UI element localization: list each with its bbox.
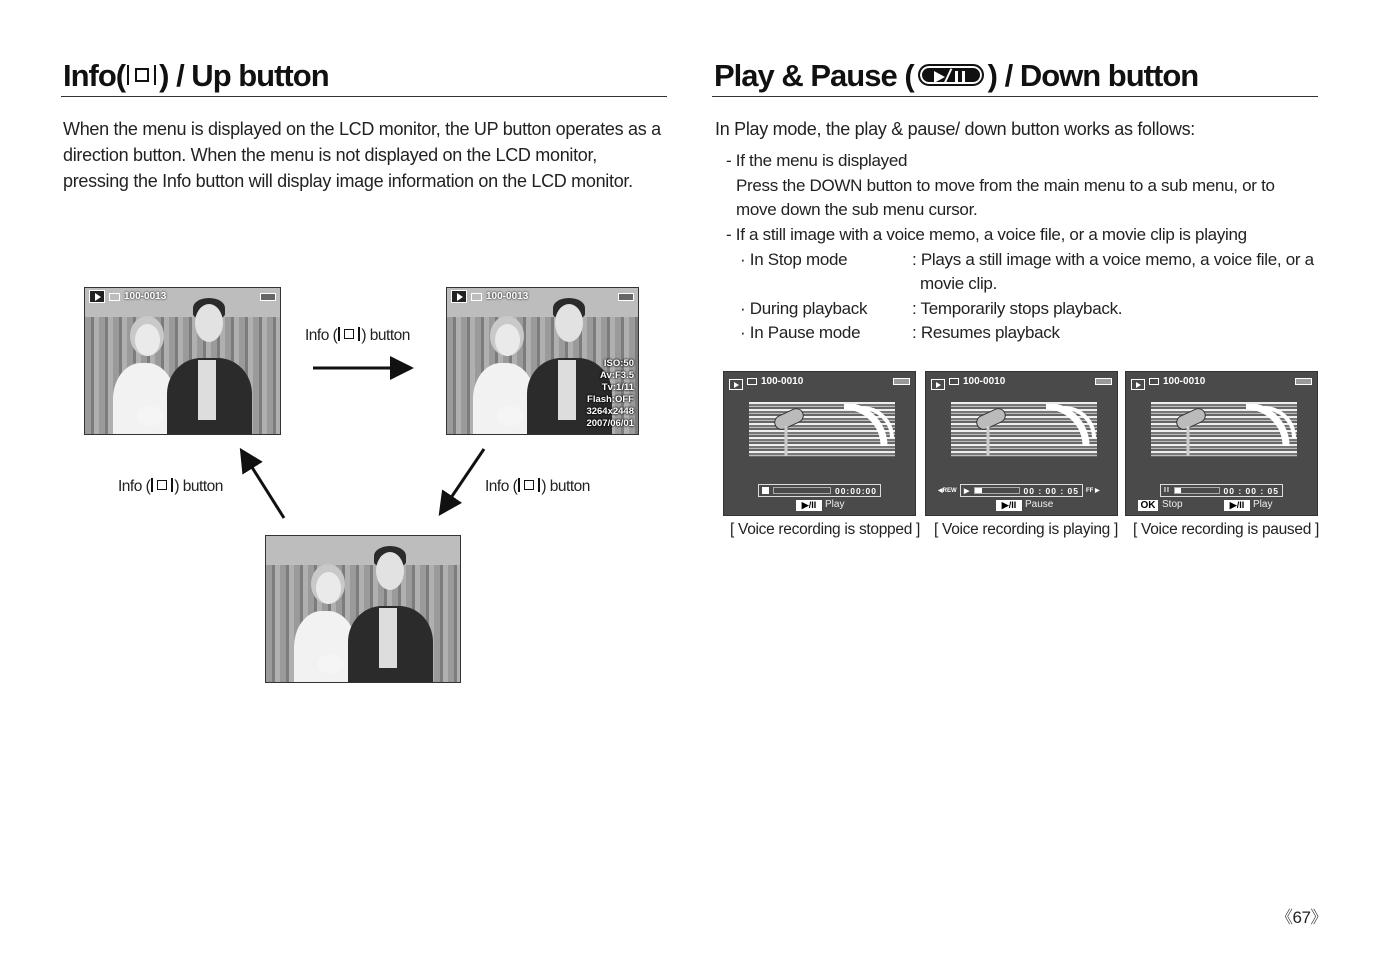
heading-text-post: ) / Down button bbox=[987, 58, 1199, 93]
stop-mode-desc: : Plays a still image with a voice memo, a voice file, or a bbox=[912, 250, 1314, 269]
voice-file-icon bbox=[1149, 378, 1159, 385]
elapsed-time: 00:00:00 bbox=[834, 485, 877, 496]
play-mode-icon bbox=[729, 379, 743, 390]
pause-mode-label: · In Pause mode bbox=[740, 323, 861, 342]
menu-displayed-item: - If the menu is displayed bbox=[726, 151, 908, 170]
flash-value: Flash:OFF bbox=[587, 394, 634, 405]
playback-mode-label: · During playback bbox=[740, 299, 868, 318]
caption-playing: [ Voice recording is playing ] bbox=[934, 521, 1118, 538]
page-number: 《67》 bbox=[1276, 908, 1327, 927]
label-pre: Info ( bbox=[485, 478, 518, 495]
button-hint: Pause bbox=[1025, 499, 1054, 510]
playback-progress-bar bbox=[1160, 484, 1283, 497]
play-pause-button-icon: ▶/II bbox=[796, 500, 822, 511]
heading-text-pre: Play & Pause ( bbox=[714, 58, 914, 93]
ok-button-icon: OK bbox=[1138, 500, 1158, 511]
battery-icon bbox=[893, 378, 910, 385]
rewind-label: ◀REW bbox=[938, 488, 957, 494]
stop-mode-desc-2: movie clip. bbox=[920, 274, 998, 293]
resolution-value: 3264x2448 bbox=[586, 406, 634, 417]
caption-paused: [ Voice recording is paused ] bbox=[1133, 521, 1320, 538]
playback-progress-bar bbox=[960, 484, 1083, 497]
elapsed-time: 00 : 00 : 05 bbox=[1023, 485, 1079, 496]
play-mode-icon bbox=[1131, 379, 1145, 390]
file-number: 100-0010 bbox=[761, 375, 804, 387]
heading-text-pre: Info( bbox=[63, 58, 126, 93]
microphone-icon bbox=[1166, 404, 1306, 464]
playing-icon: ▶ bbox=[964, 487, 971, 495]
voice-screen-paused bbox=[1125, 371, 1318, 516]
info-description: When the menu is displayed on the LCD monitor, the UP button operates as a direction button. When the menu is not displayed on the LCD monitor, pressing the Info button will display image information on the LCD monitor. bbox=[63, 119, 661, 191]
shutter-value: Tv:1/11 bbox=[601, 382, 634, 393]
stop-mode-label: · In Stop mode bbox=[740, 250, 848, 269]
play-mode-intro: In Play mode, the play & pause/ down button works as follows: bbox=[715, 119, 1195, 139]
file-number: 100-0013 bbox=[486, 291, 529, 302]
play-pause-button-icon: ▶/II bbox=[996, 500, 1022, 511]
stop-hint: Stop bbox=[1162, 499, 1183, 510]
arrow-down-left bbox=[442, 449, 484, 511]
pause-mode-desc: : Resumes playback bbox=[912, 323, 1060, 342]
voice-screen-playing bbox=[925, 371, 1118, 516]
heading-text-post: ) / Up button bbox=[159, 58, 329, 93]
voice-screen-stopped bbox=[723, 371, 916, 516]
microphone-icon bbox=[966, 404, 1106, 464]
lcd-status-bar bbox=[926, 372, 1117, 390]
play-pause-button-icon: ▶/II bbox=[1224, 500, 1250, 511]
arrow-up-left bbox=[243, 453, 284, 518]
file-number: 100-0010 bbox=[1163, 375, 1206, 387]
battery-icon bbox=[1295, 378, 1312, 385]
lcd-status-bar bbox=[724, 372, 915, 390]
label-post: ) button bbox=[361, 327, 410, 344]
play-mode-icon bbox=[931, 379, 945, 390]
caption-stopped: [ Voice recording is stopped ] bbox=[730, 521, 921, 538]
playback-mode-desc: : Temporarily stops playback. bbox=[912, 299, 1123, 318]
label-pre: Info ( bbox=[305, 327, 338, 344]
date-value: 2007/06/01 bbox=[586, 418, 634, 429]
menu-displayed-detail-2: move down the sub menu cursor. bbox=[736, 200, 978, 219]
iso-value: ISO:50 bbox=[603, 358, 634, 369]
button-hint: Play bbox=[1253, 499, 1273, 510]
playback-progress-bar bbox=[758, 484, 881, 497]
progress-fill bbox=[975, 488, 981, 493]
fast-forward-label: FF ▶ bbox=[1086, 488, 1100, 494]
lcd-status-bar bbox=[1126, 372, 1317, 390]
label-pre: Info ( bbox=[118, 478, 151, 495]
paused-icon: II bbox=[1164, 487, 1170, 494]
playing-item: - If a still image with a voice memo, a voice file, or a movie clip is playing bbox=[726, 225, 1247, 244]
voice-file-icon bbox=[949, 378, 959, 385]
button-hint: Play bbox=[825, 499, 845, 510]
progress-fill bbox=[1175, 488, 1182, 493]
stop-icon bbox=[762, 487, 769, 494]
voice-file-icon bbox=[747, 378, 757, 385]
label-post: ) button bbox=[541, 478, 590, 495]
elapsed-time: 00 : 00 : 05 bbox=[1223, 485, 1279, 496]
microphone-icon bbox=[764, 404, 904, 464]
file-number: 100-0013 bbox=[124, 291, 167, 302]
aperture-value: Av:F3.5 bbox=[600, 370, 634, 381]
menu-displayed-detail-1: Press the DOWN button to move from the main menu to a sub menu, or to bbox=[736, 176, 1275, 195]
battery-icon bbox=[1095, 378, 1112, 385]
file-number: 100-0010 bbox=[963, 375, 1006, 387]
label-post: ) button bbox=[174, 478, 223, 495]
